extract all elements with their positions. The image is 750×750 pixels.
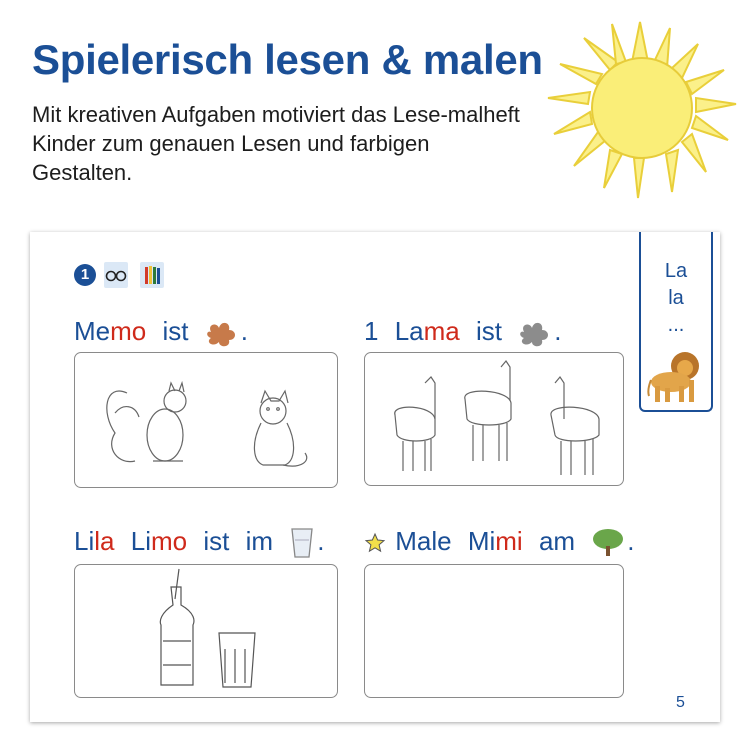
period: . — [627, 526, 635, 556]
star-icon — [364, 532, 386, 554]
drawing-box-llamas[interactable] — [364, 352, 624, 486]
tree-icon — [591, 528, 625, 558]
tab-text-ellipsis: ... — [667, 314, 685, 336]
paint-splash-icon — [205, 318, 239, 348]
pencils-icon — [140, 262, 164, 288]
sun-illustration — [540, 12, 740, 202]
word-part-red: mo — [110, 316, 147, 346]
word-male: Male — [395, 526, 452, 556]
word-part-red: mi — [495, 526, 523, 556]
word-part: La — [394, 316, 424, 346]
letter-tab — [639, 232, 713, 412]
glass-icon — [289, 526, 315, 560]
squirrel-cat-illustration — [75, 353, 337, 487]
drawing-box-squirrel-cat[interactable] — [74, 352, 338, 488]
sentence-lama — [364, 316, 561, 348]
word-part-red: ma — [423, 316, 460, 346]
word-part: Li — [74, 526, 95, 556]
page-number: 5 — [676, 694, 685, 711]
word-ist: ist — [162, 316, 189, 346]
word-im: im — [245, 526, 274, 556]
drawing-box-bottle-glass[interactable] — [74, 564, 338, 698]
word-part: Mi — [467, 526, 496, 556]
headline: Spielerisch lesen & malen — [32, 36, 543, 83]
period: . — [240, 316, 248, 346]
word-part: Me — [74, 316, 111, 346]
word-number: 1 — [364, 316, 379, 346]
word-part-red: mo — [150, 526, 188, 556]
word-part: Li — [130, 526, 151, 556]
subheadline: Mit kreativen Aufgaben motiviert das Lese-malheft Kinder zum genauen Lesen und farbigen Gestalten. — [32, 102, 520, 185]
word-part-red: la — [94, 526, 115, 556]
sentence-lila-limo — [74, 526, 324, 560]
period: . — [317, 526, 325, 556]
glasses-icon — [104, 262, 128, 288]
sentence-memo — [74, 316, 248, 348]
tab-text-la-lower: la — [668, 287, 684, 309]
word-ist: ist — [475, 316, 502, 346]
worksheet-page — [30, 232, 720, 722]
word-ist: ist — [203, 526, 230, 556]
lion-illustration — [647, 350, 705, 404]
word-am: am — [538, 526, 576, 556]
bottle-glass-illustration — [75, 565, 337, 697]
tab-text-la-upper: La — [664, 260, 688, 282]
sentence-male-mimi — [364, 526, 635, 558]
drawing-box-empty[interactable] — [364, 564, 624, 698]
task-number-badge: 1 — [74, 264, 96, 286]
period: . — [554, 316, 562, 346]
llamas-illustration — [365, 353, 623, 485]
paint-splash-icon — [518, 318, 552, 348]
